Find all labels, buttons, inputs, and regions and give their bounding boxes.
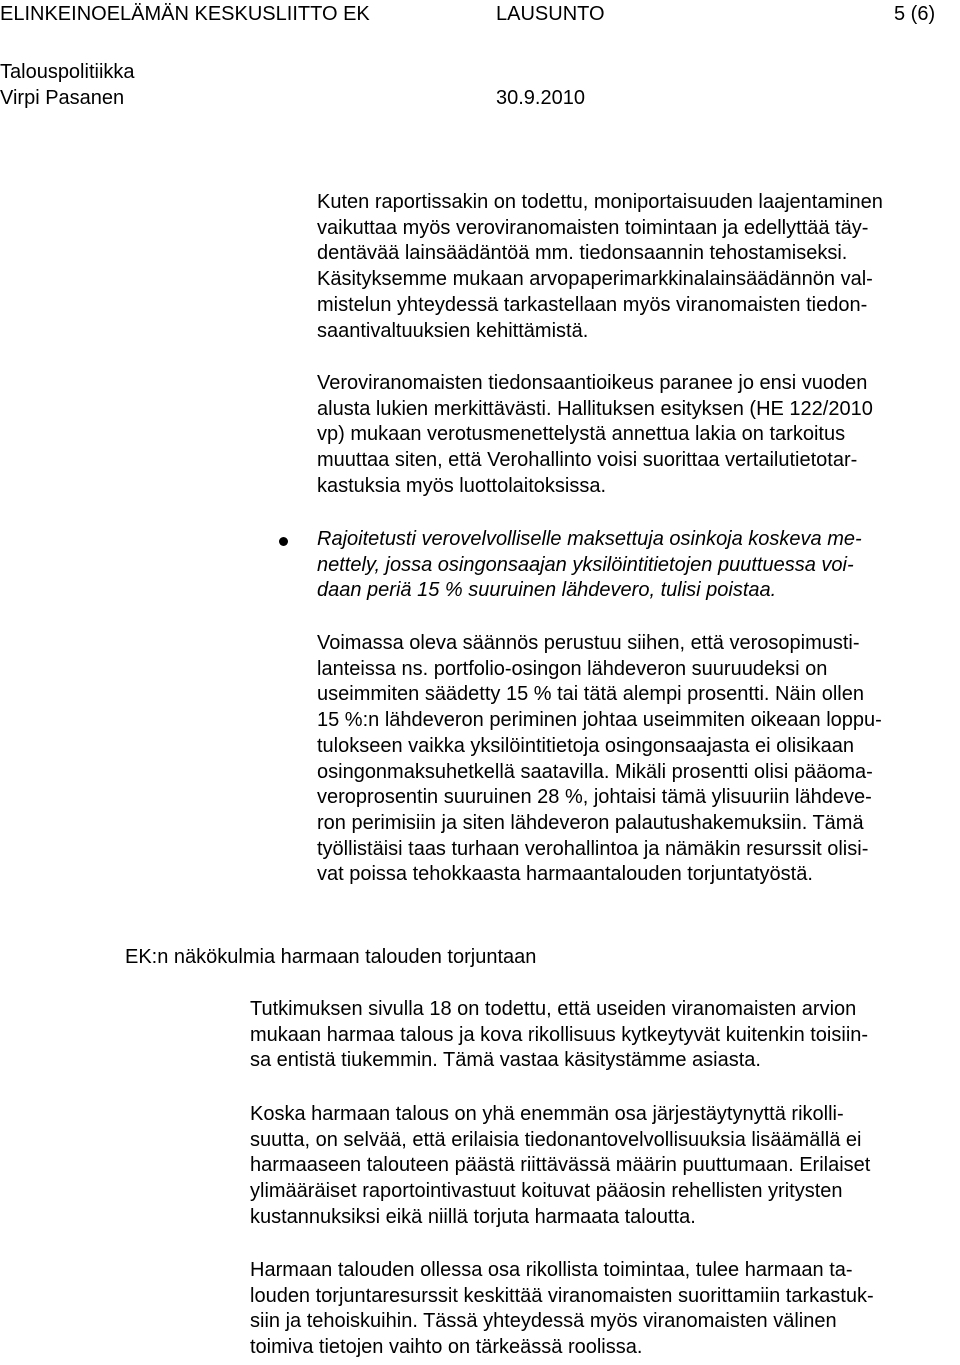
header-organization: ELINKEINOELÄMÄN KESKUSLIITTO EK (0, 3, 370, 25)
bullet-icon (279, 537, 288, 546)
text-line: vat poissa tehokkaasta harmaantalouden torjuntatyöstä. (317, 863, 813, 886)
text-line: mistelun yhteydessä tarkastellaan myös viranomaisten tiedon- (317, 293, 868, 316)
text-line: Käsityksemme mukaan arvopaperimarkkinalainsäädännön val- (317, 268, 873, 291)
header-author: Virpi Pasanen (0, 87, 125, 109)
header-page-number: 5 (6) (894, 3, 936, 25)
text-line: saantivaltuuksien kehittämistä. (317, 319, 589, 342)
text-line: veroprosentin suuruinen 28 %, johtaisi tämä ylisuuriin lähdeve- (317, 786, 872, 809)
text-line: suutta, on selvää, että erilaisia tiedonantovelvollisuuksia lisäämällä ei (250, 1128, 862, 1151)
header-department: Talouspolitiikka (0, 61, 135, 83)
header-doc-type: LAUSUNTO (496, 3, 605, 25)
text-line: 15 %:n lähdeveron periminen johtaa useimmiten oikeaan loppu- (317, 709, 882, 732)
paragraph-multitier (317, 190, 883, 344)
paragraph-enforcement-resources (250, 1258, 874, 1361)
text-line: siin ja tehoiskuihin. Tässä yhteydessä myös viranomaisten välinen (250, 1310, 837, 1333)
text-line: kustannuksiksi eikä niillä torjuta harmaata taloutta. (250, 1205, 696, 1228)
text-line: harmaaseen talouteen päästä riittävässä määrin puuttumaan. Erilaiset (250, 1154, 871, 1177)
text-line: kastuksia myös luottolaitoksissa. (317, 474, 607, 497)
paragraph-study-findings (250, 997, 868, 1074)
text-line: mukaan harmaa talous ja kova rikollisuus kytkeytyvät kuitenkin toisiin- (250, 1023, 869, 1046)
text-line: ylimääräiset raportointivastuut koituvat pääosin rehellisten yritysten (250, 1180, 843, 1203)
text-line: Voimassa oleva säännös perustuu siihen, että verosopimusti- (317, 632, 860, 654)
paragraph-tax-info-rights (317, 371, 873, 500)
text-line: osingonmaksuhetkellä saatavilla. Mikäli prosentti olisi pääoma- (317, 760, 873, 783)
text-line: muuttaa siten, että Verohallinto voisi suorittaa vertailutietotar- (317, 449, 858, 472)
text-line: lanteissa ns. portfolio-osingon lähdeveron suuruudeksi on (317, 657, 828, 680)
text-line: tulokseen vaikka yksilöintitietoja osingonsaajasta ei olisikaan (317, 734, 854, 757)
text-line: useimmiten säädetty 15 % tai tätä alempi prosentti. Näin ollen (317, 683, 864, 706)
bullet-dividend-procedure (317, 527, 862, 604)
text-line: vp) mukaan verotusmenettelystä annettua lakia on tarkoitus (317, 423, 846, 446)
text-line: alusta lukien merkittävästi. Hallituksen esityksen (HE 122/2010 (317, 397, 873, 420)
paragraph-withholding-tax (317, 631, 882, 888)
text-line: nettely, jossa osingonsaajan yksilöintitietojen puuttuessa voi- (317, 553, 854, 576)
text-line: vaikuttaa myös veroviranomaisten toimintaan ja edellyttää täy- (317, 216, 869, 239)
text-line: daan periä 15 % suuruinen lähdevero, tulisi poistaa. (317, 579, 777, 602)
section-title: EK:n näkökulmia harmaan talouden torjuntaan (125, 946, 537, 968)
text-line: toimiva tietojen vaihto on tärkeässä roolissa. (250, 1336, 643, 1359)
text-line: Harmaan talouden ollessa osa rikollista toimintaa, tulee harmaan ta- (250, 1259, 853, 1281)
text-line: dentävää lainsäädäntöä mm. tiedonsaannin tehostamiseksi. (317, 242, 848, 265)
text-line: louden torjuntaresurssit keskittää viranomaisten suorittamiin tarkastuk- (250, 1284, 874, 1307)
text-line: sa entistä tiukemmin. Tämä vastaa käsitystämme asiasta. (250, 1049, 761, 1072)
text-line: ron perimisiin ja siten lähdeveron palautushakemuksiin. Tämä (317, 811, 864, 834)
text-line: Rajoitetusti verovelvolliselle maksettuja osinkoja koskeva me- (317, 528, 862, 550)
text-line: Tutkimuksen sivulla 18 on todettu, että useiden viranomaisten arvion (250, 998, 857, 1020)
text-line: Koska harmaan talous on yhä enemmän osa järjestäytynyttä rikolli- (250, 1103, 844, 1125)
text-line: Veroviranomaisten tiedonsaantioikeus paranee jo ensi vuoden (317, 372, 868, 394)
text-line: työllistäisi taas turhaan verohallintoa ja nämäkin resurssit olisi- (317, 837, 869, 860)
text-line: Kuten raportissakin on todettu, moniportaisuuden laajentaminen (317, 191, 883, 213)
paragraph-organized-crime (250, 1102, 870, 1231)
header-date: 30.9.2010 (496, 87, 585, 109)
